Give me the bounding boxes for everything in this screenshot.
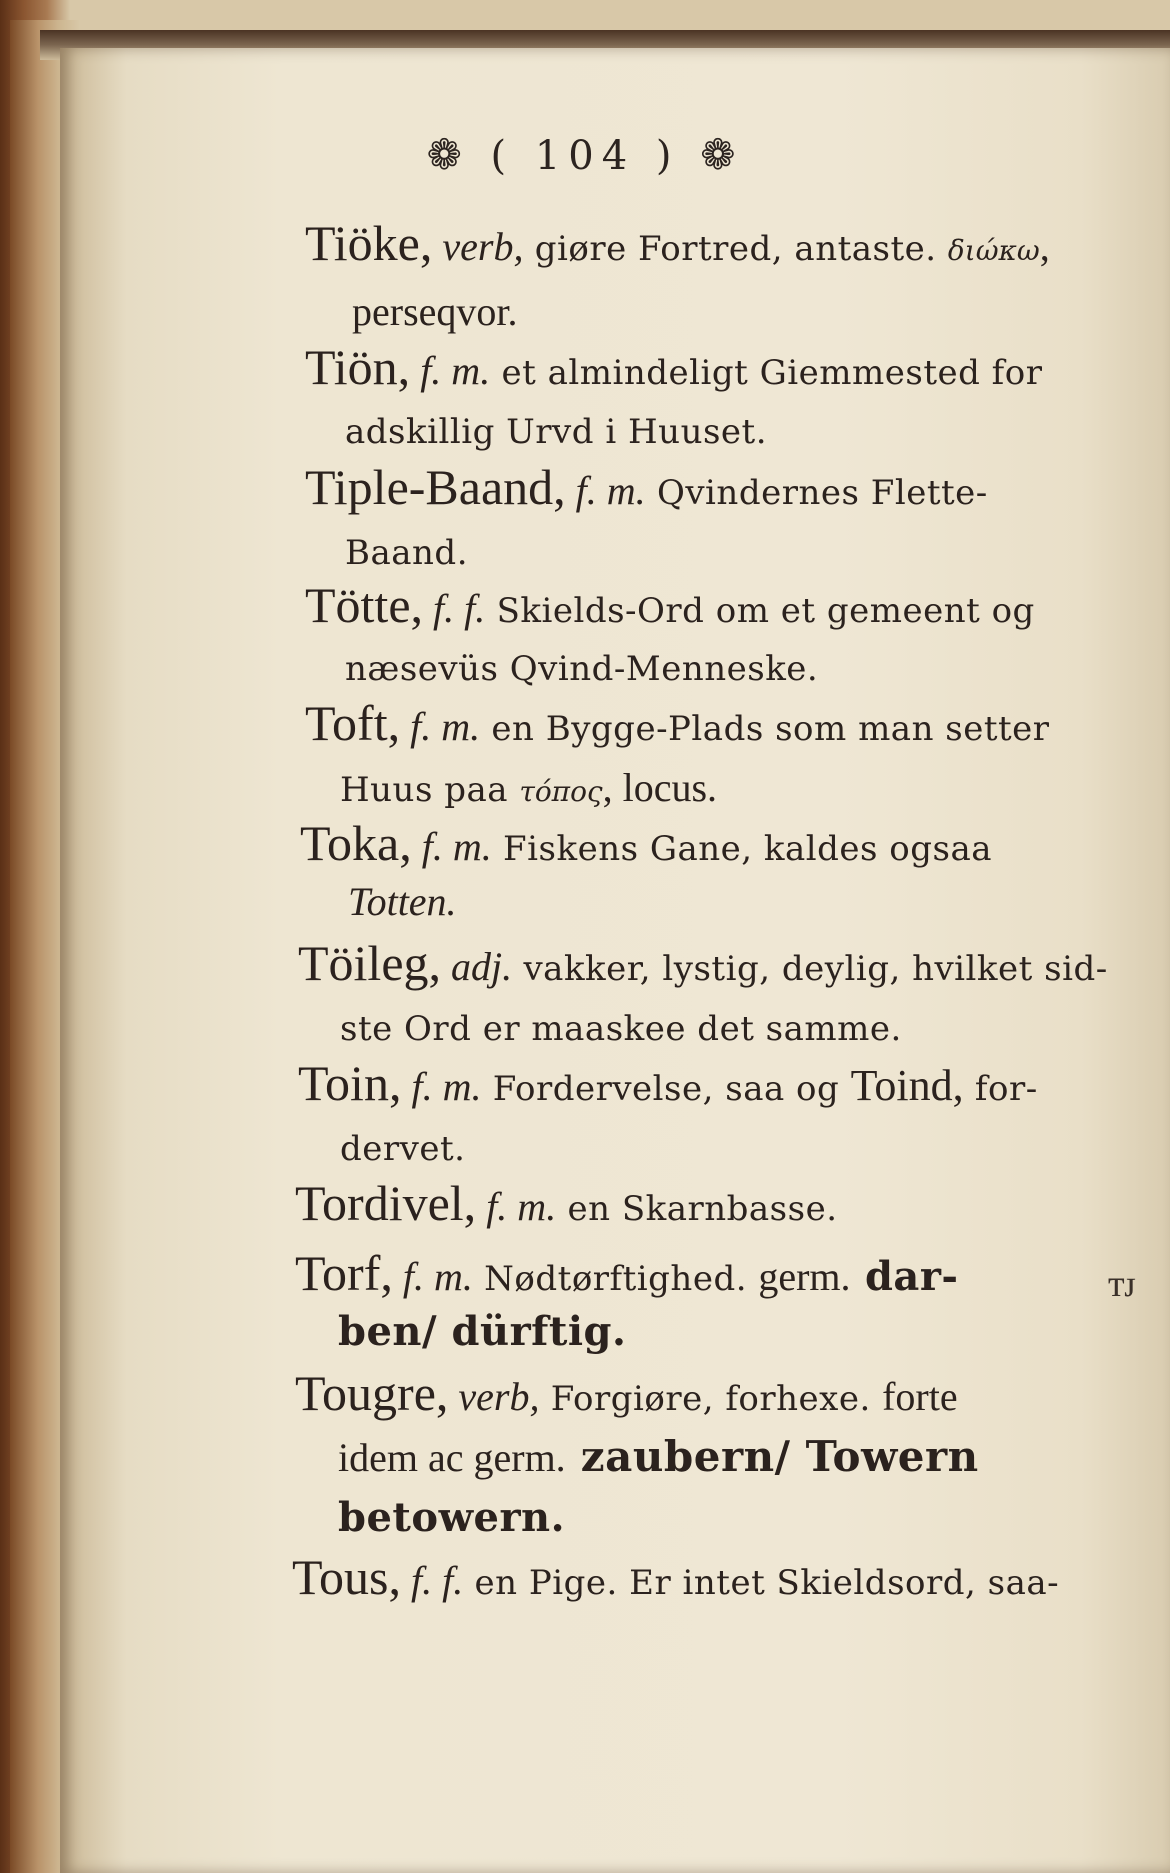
entry-line — [305, 695, 1050, 751]
latin-gloss: perseqvor. — [352, 289, 518, 334]
entry-line — [295, 1245, 959, 1301]
entry-line — [298, 935, 1108, 991]
definition: en Pige. Er intet Skieldsord, saa- — [463, 1563, 1060, 1603]
grammar-label: f. m. — [411, 824, 492, 869]
definition: en Skarnbasse. — [556, 1189, 838, 1229]
entry-line — [292, 1549, 1060, 1605]
headword: Torf, — [295, 1245, 393, 1301]
headword: Tötte, — [305, 577, 424, 633]
grammar-label: f. m. — [401, 1064, 482, 1109]
grammar-label: f. f. — [423, 586, 486, 631]
entry-line — [352, 289, 518, 334]
grammar-label: f. m. — [565, 468, 646, 513]
entry-line — [305, 577, 1035, 633]
entry-line — [338, 1432, 979, 1481]
entry-line — [295, 1365, 958, 1421]
grammar-label: f. m. — [400, 704, 481, 749]
headword: Tiön, — [305, 339, 411, 395]
entry-line — [340, 1129, 466, 1169]
entry-line — [338, 1494, 566, 1541]
headword: Tiöke, — [305, 215, 433, 271]
definition: Forgiøre, forhexe. — [539, 1379, 883, 1419]
grammar-label: f. m. — [476, 1184, 557, 1229]
variant-form: Toind, — [850, 1061, 964, 1110]
ornament-right-icon: ❁ — [700, 130, 744, 179]
ornament-left-icon: ❁ — [426, 130, 470, 179]
entry-line — [300, 815, 993, 871]
definition: ste Ord er maaskee det samme. — [340, 1009, 902, 1049]
entry-line — [338, 1308, 627, 1355]
punctuation: , — [1039, 224, 1050, 269]
entry-line — [305, 459, 988, 515]
headword: Toft, — [305, 695, 401, 751]
definition: dervet. — [340, 1129, 466, 1169]
definition: Huus paa — [340, 770, 520, 810]
headword: Toin, — [298, 1055, 402, 1111]
greek-word: διώκω — [947, 234, 1040, 267]
definition: et almindeligt Giemmested for — [490, 353, 1043, 393]
german-word: ben/ dürftig. — [338, 1308, 627, 1355]
definition: adskillig Urvd i Huuset. — [345, 412, 768, 452]
definition: næsevüs Qvind-Menneske. — [345, 649, 819, 689]
headword: Tiple-Baand, — [305, 459, 566, 515]
definition: Fordervelse, saa og — [481, 1069, 851, 1109]
definition: Qvindernes Flette- — [645, 473, 988, 513]
entry-line — [305, 339, 1043, 395]
margin-note: ᴛᴊ — [1108, 1263, 1136, 1305]
entry-line — [345, 412, 768, 452]
entry-line — [298, 1055, 1038, 1111]
definition: for- — [963, 1069, 1038, 1109]
definition: Nødtørftighed. — [472, 1259, 759, 1299]
definition: Baand. — [345, 533, 468, 573]
headword: Tougre, — [295, 1365, 449, 1421]
entry-line — [348, 879, 457, 924]
entry-line — [345, 649, 819, 689]
german-word: betowern. — [338, 1494, 566, 1541]
definition: vakker, lystig, deylig, hvilket sid- — [512, 949, 1108, 989]
latin-gloss: , locus. — [602, 765, 718, 810]
entry-line — [305, 215, 1050, 271]
grammar-label: verb, — [432, 224, 524, 269]
definition: giøre Fortred, antaste. — [523, 229, 948, 269]
latin-gloss: idem ac germ. — [338, 1435, 566, 1480]
entry-line — [295, 1175, 838, 1231]
language-label: germ. — [758, 1254, 851, 1299]
definition: Fiskens Gane, kaldes ogsaa — [491, 829, 993, 869]
grammar-label: f. f. — [401, 1558, 464, 1603]
latin-gloss: forte — [882, 1374, 958, 1419]
headword: Töileg, — [298, 935, 442, 991]
grammar-label: verb, — [448, 1374, 540, 1419]
grammar-label: adj. — [441, 944, 513, 989]
grammar-label: f. m. — [410, 348, 491, 393]
page-number: ( 104 ) — [490, 133, 680, 179]
german-word: dar- — [850, 1253, 959, 1300]
headword: Tordivel, — [295, 1175, 477, 1231]
german-word: zaubern/ Towern — [565, 1432, 979, 1481]
entry-line — [345, 533, 468, 573]
entry-line — [340, 1009, 902, 1049]
grammar-label: f. m. — [392, 1254, 473, 1299]
headword: Tous, — [292, 1549, 402, 1605]
definition: en Bygge-Plads som man setter — [480, 709, 1050, 749]
variant-form: Totten. — [348, 879, 457, 924]
headword: Toka, — [300, 815, 412, 871]
entry-line — [340, 765, 718, 810]
greek-word: τόπος — [519, 775, 603, 808]
definition: Skields-Ord om et gemeent og — [485, 591, 1035, 631]
